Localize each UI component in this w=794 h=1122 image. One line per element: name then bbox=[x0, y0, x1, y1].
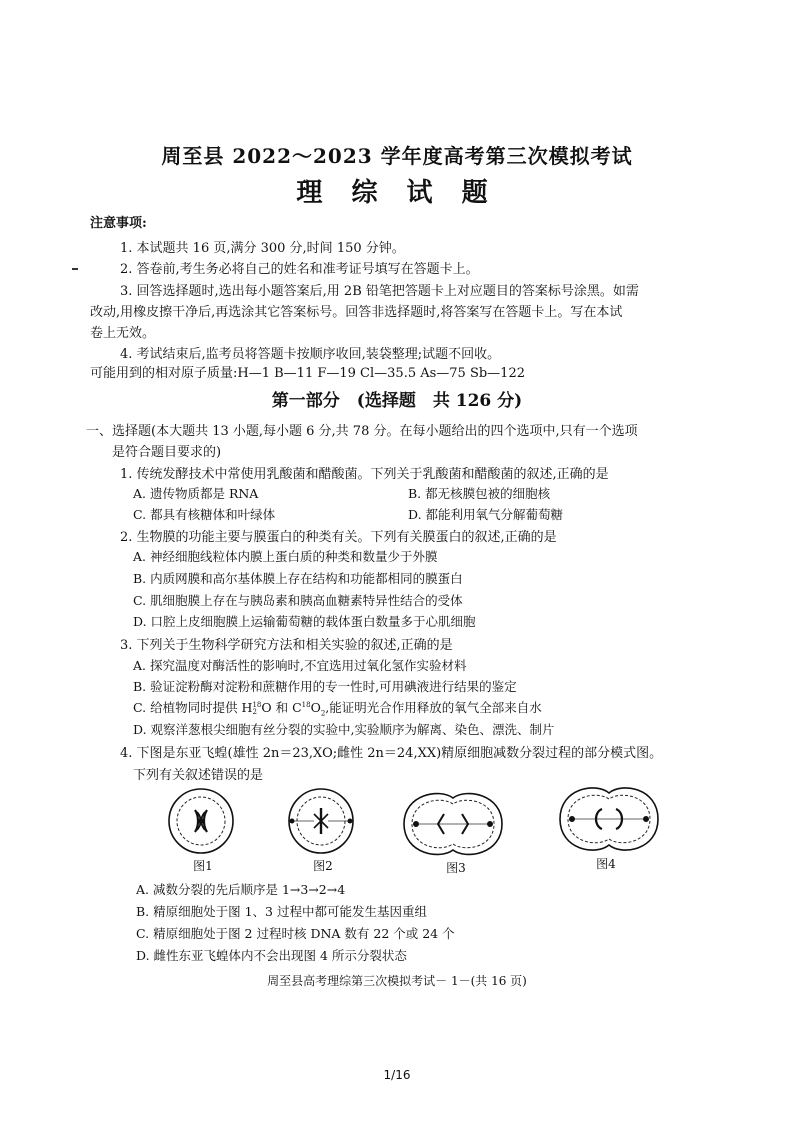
figure-4-label: 图4 bbox=[596, 857, 616, 871]
atomic-masses: 可能用到的相对原子质量:H—1 B—11 F—19 Cl—35.5 As—75 Sb—122 bbox=[90, 366, 525, 381]
q2-option-d: D. 口腔上皮细胞膜上运输葡萄糖的载体蛋白数量多于心肌细胞 bbox=[133, 614, 476, 629]
page-number: 1/16 bbox=[383, 1068, 411, 1082]
q1-option-a: A. 遗传物质都是 RNA bbox=[133, 486, 259, 501]
q2-option-b: B. 内质网膜和高尔基体膜上存在结构和功能都相同的膜蛋白 bbox=[133, 571, 463, 586]
q4-option-c: C. 精原细胞处于图 2 过程时核 DNA 数有 22 个或 24 个 bbox=[136, 926, 455, 941]
figure-3-label: 图3 bbox=[446, 861, 466, 875]
q2-option-c: C. 肌细胞膜上存在与胰岛素和胰高血糖素特异性结合的受体 bbox=[133, 593, 463, 608]
note-item-3-cont: 改动,用橡皮擦干净后,再选涂其它答案标号。回答非选择题时,将答案写在答题卡上。写在本试 bbox=[90, 305, 623, 320]
q2-option-a: A. 神经细胞线粒体内膜上蛋白质的种类和数量少于外膜 bbox=[133, 549, 438, 564]
notes-heading: 注意事项: bbox=[90, 216, 147, 231]
section-intro-line2: 是符合题目要求的) bbox=[112, 445, 222, 460]
q2-stem: 2. 生物膜的功能主要与膜蛋白的种类有关。下列有关膜蛋白的叙述,正确的是 bbox=[120, 530, 557, 545]
note-item-1: 1. 本试题共 16 页,满分 300 分,时间 150 分钟。 bbox=[120, 241, 405, 256]
page-footer: 周至县高考理综第三次模拟考试－ 1－(共 16 页) bbox=[267, 974, 527, 988]
exam-title: 周至县 2022～2023 学年度高考第三次模拟考试 bbox=[161, 144, 633, 168]
figure-3-meiosis-cell bbox=[400, 790, 506, 858]
section-intro-line1: 一、选择题(本大题共 13 小题,每小题 6 分,共 78 分。在每小题给出的四个选项中,只有一个选项 bbox=[86, 424, 638, 439]
note-item-3: 3. 回答选择题时,选出每小题答案后,用 2B 铅笔把答题卡上对应题目的答案标号涂黑。如需 bbox=[120, 284, 639, 299]
figure-2-meiosis-cell bbox=[284, 786, 358, 856]
exam-subtitle: 理 综 试 题 bbox=[296, 178, 498, 208]
q4-option-a: A. 减数分裂的先后顺序是 1→3→2→4 bbox=[136, 882, 346, 897]
q4-option-b: B. 精原细胞处于图 1、3 过程中都可能发生基因重组 bbox=[136, 904, 427, 919]
note-item-3-cont2: 卷上无效。 bbox=[90, 326, 156, 341]
section-title: 第一部分 (选择题 共 126 分) bbox=[271, 391, 523, 411]
q1-option-c: C. 都具有核糖体和叶绿体 bbox=[133, 507, 276, 522]
note-item-2: 2. 答卷前,考生务必将自己的姓名和准考证号填写在答题卡上。 bbox=[120, 262, 479, 277]
figure-1-meiosis-cell bbox=[166, 786, 236, 856]
note-item-4: 4. 考试结束后,监考员将答题卡按顺序收回,装袋整理;试题不回收。 bbox=[120, 347, 501, 362]
q1-option-d: D. 都能利用氧气分解葡萄糖 bbox=[408, 507, 564, 522]
q4-stem-line2: 下列有关叙述错误的是 bbox=[133, 768, 264, 783]
q3-option-c: C. 给植物同时提供 H 18 2 O 和 $C^{18}O_2$,能证明光合作用释放的氧气全部来自水 bbox=[133, 700, 542, 718]
q3-option-b: B. 验证淀粉酶对淀粉和蔗糖作用的专一性时,可用碘液进行结果的鉴定 bbox=[133, 679, 517, 694]
q1-option-b: B. 都无核膜包被的细胞核 bbox=[408, 486, 551, 501]
q1-stem: 1. 传统发酵技术中常使用乳酸菌和醋酸菌。下列关于乳酸菌和醋酸菌的叙述,正确的是 bbox=[120, 467, 609, 482]
q3-stem: 3. 下列关于生物科学研究方法和相关实验的叙述,正确的是 bbox=[120, 638, 453, 653]
q3-option-a: A. 探究温度对酶活性的影响时,不宜选用过氧化氢作实验材料 bbox=[133, 658, 467, 673]
scan-mark bbox=[72, 268, 78, 270]
figure-4-meiosis-cell bbox=[556, 784, 662, 854]
figure-1-label: 图1 bbox=[193, 859, 213, 873]
figure-2-label: 图2 bbox=[313, 859, 333, 873]
q3-option-d: D. 观察洋葱根尖细胞有丝分裂的实验中,实验顺序为解离、染色、漂洗、制片 bbox=[133, 722, 555, 737]
q4-stem-line1: 4. 下图是东亚飞蝗(雄性 2n＝23,XO;雌性 2n＝24,XX)精原细胞减数分裂过程的部分模式图。 bbox=[120, 746, 663, 761]
q4-option-d: D. 雌性东亚飞蝗体内不会出现图 4 所示分裂状态 bbox=[136, 948, 407, 963]
